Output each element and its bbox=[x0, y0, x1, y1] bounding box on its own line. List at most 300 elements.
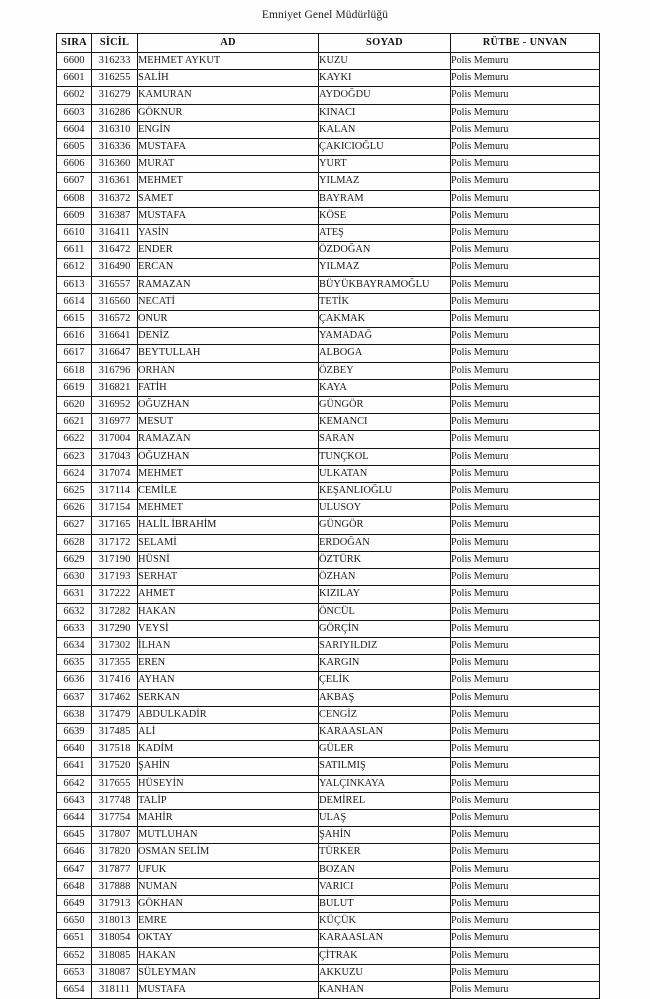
table-row bbox=[57, 259, 600, 276]
cell-rutbe: Polis Memuru bbox=[451, 448, 600, 465]
table-row bbox=[57, 741, 600, 758]
cell-rutbe: Polis Memuru bbox=[451, 293, 600, 310]
cell-soyad: YURT bbox=[319, 156, 451, 173]
cell-sicil: 317154 bbox=[92, 500, 138, 517]
cell-soyad: ULUSOY bbox=[319, 500, 451, 517]
cell-sicil: 317754 bbox=[92, 809, 138, 826]
cell-ad: YASİN bbox=[138, 225, 319, 242]
cell-sira: 6607 bbox=[57, 173, 92, 190]
table-row bbox=[57, 121, 600, 138]
column-header-sira: SIRA bbox=[57, 34, 92, 53]
table-row bbox=[57, 328, 600, 345]
table-header bbox=[57, 34, 600, 53]
table-row bbox=[57, 861, 600, 878]
cell-soyad: SARIYILDIZ bbox=[319, 637, 451, 654]
cell-rutbe: Polis Memuru bbox=[451, 878, 600, 895]
cell-soyad: KAYA bbox=[319, 379, 451, 396]
table-row bbox=[57, 53, 600, 70]
cell-soyad: KIZILAY bbox=[319, 586, 451, 603]
cell-ad: AHMET bbox=[138, 586, 319, 603]
cell-soyad: AKKUZU bbox=[319, 964, 451, 981]
cell-soyad: KARAASLAN bbox=[319, 930, 451, 947]
cell-soyad: GÜNGÖR bbox=[319, 517, 451, 534]
cell-sicil: 317655 bbox=[92, 775, 138, 792]
cell-soyad: ÇELİK bbox=[319, 672, 451, 689]
cell-ad: MUTLUHAN bbox=[138, 827, 319, 844]
table-row bbox=[57, 500, 600, 517]
cell-rutbe: Polis Memuru bbox=[451, 259, 600, 276]
cell-soyad: TÜRKER bbox=[319, 844, 451, 861]
cell-rutbe: Polis Memuru bbox=[451, 655, 600, 672]
cell-sira: 6600 bbox=[57, 53, 92, 70]
cell-ad: AYHAN bbox=[138, 672, 319, 689]
cell-ad: NECATİ bbox=[138, 293, 319, 310]
cell-sicil: 317888 bbox=[92, 878, 138, 895]
cell-sira: 6654 bbox=[57, 981, 92, 998]
cell-sicil: 317416 bbox=[92, 672, 138, 689]
cell-sicil: 317165 bbox=[92, 517, 138, 534]
cell-sira: 6619 bbox=[57, 379, 92, 396]
cell-sicil: 316255 bbox=[92, 70, 138, 87]
cell-soyad: BOZAN bbox=[319, 861, 451, 878]
table-row bbox=[57, 964, 600, 981]
cell-soyad: ÖZHAN bbox=[319, 569, 451, 586]
cell-rutbe: Polis Memuru bbox=[451, 620, 600, 637]
cell-soyad: KARAASLAN bbox=[319, 723, 451, 740]
cell-sicil: 317820 bbox=[92, 844, 138, 861]
table-row bbox=[57, 362, 600, 379]
cell-sira: 6653 bbox=[57, 964, 92, 981]
personnel-table bbox=[56, 33, 600, 999]
cell-soyad: TUNÇKOL bbox=[319, 448, 451, 465]
cell-sira: 6630 bbox=[57, 569, 92, 586]
cell-rutbe: Polis Memuru bbox=[451, 500, 600, 517]
cell-sira: 6636 bbox=[57, 672, 92, 689]
cell-rutbe: Polis Memuru bbox=[451, 534, 600, 551]
cell-rutbe: Polis Memuru bbox=[451, 964, 600, 981]
table-row bbox=[57, 465, 600, 482]
cell-ad: RAMAZAN bbox=[138, 431, 319, 448]
cell-rutbe: Polis Memuru bbox=[451, 792, 600, 809]
cell-sicil: 317913 bbox=[92, 895, 138, 912]
cell-sira: 6641 bbox=[57, 758, 92, 775]
cell-rutbe: Polis Memuru bbox=[451, 70, 600, 87]
cell-ad: FATİH bbox=[138, 379, 319, 396]
cell-soyad: ULKATAN bbox=[319, 465, 451, 482]
cell-rutbe: Polis Memuru bbox=[451, 947, 600, 964]
cell-sicil: 317302 bbox=[92, 637, 138, 654]
cell-rutbe: Polis Memuru bbox=[451, 225, 600, 242]
cell-soyad: KEŞANLIOĞLU bbox=[319, 483, 451, 500]
table-row bbox=[57, 947, 600, 964]
cell-rutbe: Polis Memuru bbox=[451, 844, 600, 861]
table-row bbox=[57, 620, 600, 637]
cell-ad: OKTAY bbox=[138, 930, 319, 947]
cell-sicil: 316361 bbox=[92, 173, 138, 190]
cell-sicil: 316387 bbox=[92, 207, 138, 224]
cell-rutbe: Polis Memuru bbox=[451, 775, 600, 792]
table-row bbox=[57, 809, 600, 826]
cell-soyad: ULAŞ bbox=[319, 809, 451, 826]
cell-soyad: SATILMIŞ bbox=[319, 758, 451, 775]
cell-soyad: ERDOĞAN bbox=[319, 534, 451, 551]
cell-sira: 6618 bbox=[57, 362, 92, 379]
cell-soyad: ÖZTÜRK bbox=[319, 551, 451, 568]
cell-sira: 6634 bbox=[57, 637, 92, 654]
cell-sira: 6652 bbox=[57, 947, 92, 964]
cell-ad: HÜSNİ bbox=[138, 551, 319, 568]
cell-ad: SELAMİ bbox=[138, 534, 319, 551]
cell-sira: 6631 bbox=[57, 586, 92, 603]
cell-soyad: ÖZBEY bbox=[319, 362, 451, 379]
cell-soyad: BÜYÜKBAYRAMOĞLU bbox=[319, 276, 451, 293]
table-body bbox=[57, 53, 600, 999]
cell-sira: 6609 bbox=[57, 207, 92, 224]
cell-ad: MAHİR bbox=[138, 809, 319, 826]
cell-rutbe: Polis Memuru bbox=[451, 397, 600, 414]
cell-sicil: 317520 bbox=[92, 758, 138, 775]
cell-sira: 6647 bbox=[57, 861, 92, 878]
cell-sira: 6640 bbox=[57, 741, 92, 758]
cell-rutbe: Polis Memuru bbox=[451, 379, 600, 396]
table-row bbox=[57, 775, 600, 792]
cell-sira: 6645 bbox=[57, 827, 92, 844]
cell-sira: 6602 bbox=[57, 87, 92, 104]
cell-ad: MUSTAFA bbox=[138, 207, 319, 224]
cell-sira: 6614 bbox=[57, 293, 92, 310]
cell-sira: 6621 bbox=[57, 414, 92, 431]
cell-ad: MESUT bbox=[138, 414, 319, 431]
cell-ad: SALİH bbox=[138, 70, 319, 87]
cell-rutbe: Polis Memuru bbox=[451, 861, 600, 878]
cell-sira: 6617 bbox=[57, 345, 92, 362]
table-row bbox=[57, 603, 600, 620]
cell-sira: 6648 bbox=[57, 878, 92, 895]
cell-sira: 6646 bbox=[57, 844, 92, 861]
cell-rutbe: Polis Memuru bbox=[451, 173, 600, 190]
table-row bbox=[57, 827, 600, 844]
cell-sira: 6642 bbox=[57, 775, 92, 792]
cell-rutbe: Polis Memuru bbox=[451, 930, 600, 947]
cell-sicil: 317074 bbox=[92, 465, 138, 482]
cell-sicil: 317355 bbox=[92, 655, 138, 672]
cell-ad: HALİL İBRAHİM bbox=[138, 517, 319, 534]
cell-ad: GÖKHAN bbox=[138, 895, 319, 912]
cell-rutbe: Polis Memuru bbox=[451, 672, 600, 689]
table-row bbox=[57, 517, 600, 534]
table-header-row bbox=[57, 34, 600, 53]
table-row bbox=[57, 87, 600, 104]
cell-soyad: CENGİZ bbox=[319, 706, 451, 723]
table-row bbox=[57, 242, 600, 259]
cell-rutbe: Polis Memuru bbox=[451, 53, 600, 70]
cell-sicil: 317222 bbox=[92, 586, 138, 603]
cell-sicil: 317193 bbox=[92, 569, 138, 586]
cell-sira: 6628 bbox=[57, 534, 92, 551]
cell-rutbe: Polis Memuru bbox=[451, 551, 600, 568]
cell-soyad: ÖNCÜL bbox=[319, 603, 451, 620]
table-row bbox=[57, 293, 600, 310]
cell-ad: HÜSEYİN bbox=[138, 775, 319, 792]
cell-sira: 6623 bbox=[57, 448, 92, 465]
cell-sira: 6606 bbox=[57, 156, 92, 173]
cell-ad: ENDER bbox=[138, 242, 319, 259]
cell-sira: 6639 bbox=[57, 723, 92, 740]
cell-ad: ENGİN bbox=[138, 121, 319, 138]
cell-sira: 6611 bbox=[57, 242, 92, 259]
cell-sicil: 317479 bbox=[92, 706, 138, 723]
table-row bbox=[57, 672, 600, 689]
cell-sira: 6644 bbox=[57, 809, 92, 826]
cell-rutbe: Polis Memuru bbox=[451, 242, 600, 259]
table-row bbox=[57, 655, 600, 672]
cell-ad: ORHAN bbox=[138, 362, 319, 379]
cell-sicil: 316557 bbox=[92, 276, 138, 293]
cell-rutbe: Polis Memuru bbox=[451, 483, 600, 500]
cell-ad: HAKAN bbox=[138, 947, 319, 964]
cell-ad: UFUK bbox=[138, 861, 319, 878]
cell-ad: CEMİLE bbox=[138, 483, 319, 500]
cell-rutbe: Polis Memuru bbox=[451, 328, 600, 345]
cell-sicil: 317190 bbox=[92, 551, 138, 568]
cell-sicil: 316490 bbox=[92, 259, 138, 276]
cell-sicil: 316336 bbox=[92, 139, 138, 156]
cell-soyad: KARGIN bbox=[319, 655, 451, 672]
cell-soyad: KÜÇÜK bbox=[319, 913, 451, 930]
table-row bbox=[57, 981, 600, 998]
cell-sicil: 316560 bbox=[92, 293, 138, 310]
table-row bbox=[57, 586, 600, 603]
cell-ad: EMRE bbox=[138, 913, 319, 930]
cell-rutbe: Polis Memuru bbox=[451, 311, 600, 328]
cell-sicil: 316286 bbox=[92, 104, 138, 121]
cell-soyad: ÇAKMAK bbox=[319, 311, 451, 328]
cell-soyad: KUZU bbox=[319, 53, 451, 70]
cell-sira: 6632 bbox=[57, 603, 92, 620]
cell-ad: ABDULKADİR bbox=[138, 706, 319, 723]
cell-rutbe: Polis Memuru bbox=[451, 637, 600, 654]
cell-sicil: 318013 bbox=[92, 913, 138, 930]
cell-sira: 6649 bbox=[57, 895, 92, 912]
cell-ad: ERCAN bbox=[138, 259, 319, 276]
cell-ad: SERKAN bbox=[138, 689, 319, 706]
cell-sira: 6650 bbox=[57, 913, 92, 930]
cell-soyad: KAYKI bbox=[319, 70, 451, 87]
cell-rutbe: Polis Memuru bbox=[451, 741, 600, 758]
table-row bbox=[57, 397, 600, 414]
table-row bbox=[57, 431, 600, 448]
cell-sira: 6622 bbox=[57, 431, 92, 448]
cell-soyad: BAYRAM bbox=[319, 190, 451, 207]
cell-sicil: 317290 bbox=[92, 620, 138, 637]
cell-rutbe: Polis Memuru bbox=[451, 104, 600, 121]
cell-ad: VEYSİ bbox=[138, 620, 319, 637]
cell-rutbe: Polis Memuru bbox=[451, 809, 600, 826]
cell-sira: 6627 bbox=[57, 517, 92, 534]
cell-ad: MEHMET bbox=[138, 173, 319, 190]
cell-sira: 6620 bbox=[57, 397, 92, 414]
cell-soyad: GÜNGÖR bbox=[319, 397, 451, 414]
cell-sira: 6626 bbox=[57, 500, 92, 517]
cell-ad: ONUR bbox=[138, 311, 319, 328]
cell-ad: KAMURAN bbox=[138, 87, 319, 104]
cell-sicil: 316360 bbox=[92, 156, 138, 173]
cell-soyad: GÜLER bbox=[319, 741, 451, 758]
cell-sicil: 316796 bbox=[92, 362, 138, 379]
cell-soyad: DEMİREL bbox=[319, 792, 451, 809]
table-row bbox=[57, 156, 600, 173]
cell-rutbe: Polis Memuru bbox=[451, 431, 600, 448]
cell-rutbe: Polis Memuru bbox=[451, 913, 600, 930]
cell-sira: 6625 bbox=[57, 483, 92, 500]
cell-sicil: 316821 bbox=[92, 379, 138, 396]
table-row bbox=[57, 895, 600, 912]
cell-sicil: 316647 bbox=[92, 345, 138, 362]
cell-rutbe: Polis Memuru bbox=[451, 345, 600, 362]
cell-rutbe: Polis Memuru bbox=[451, 139, 600, 156]
table-row bbox=[57, 173, 600, 190]
cell-sira: 6643 bbox=[57, 792, 92, 809]
cell-sicil: 317172 bbox=[92, 534, 138, 551]
cell-rutbe: Polis Memuru bbox=[451, 895, 600, 912]
cell-soyad: ALBOGA bbox=[319, 345, 451, 362]
cell-soyad: YILMAZ bbox=[319, 173, 451, 190]
cell-soyad: AKBAŞ bbox=[319, 689, 451, 706]
cell-rutbe: Polis Memuru bbox=[451, 758, 600, 775]
cell-sira: 6604 bbox=[57, 121, 92, 138]
cell-soyad: KEMANCI bbox=[319, 414, 451, 431]
table-row bbox=[57, 104, 600, 121]
table-row bbox=[57, 792, 600, 809]
table-row bbox=[57, 207, 600, 224]
table-row bbox=[57, 483, 600, 500]
cell-ad: OĞUZHAN bbox=[138, 397, 319, 414]
cell-soyad: KINACI bbox=[319, 104, 451, 121]
cell-soyad: TETİK bbox=[319, 293, 451, 310]
cell-ad: SAMET bbox=[138, 190, 319, 207]
table-row bbox=[57, 913, 600, 930]
cell-rutbe: Polis Memuru bbox=[451, 362, 600, 379]
table-row bbox=[57, 414, 600, 431]
cell-sicil: 318087 bbox=[92, 964, 138, 981]
table-row bbox=[57, 311, 600, 328]
table-row bbox=[57, 276, 600, 293]
cell-sicil: 317043 bbox=[92, 448, 138, 465]
cell-rutbe: Polis Memuru bbox=[451, 465, 600, 482]
cell-rutbe: Polis Memuru bbox=[451, 87, 600, 104]
cell-ad: MUSTAFA bbox=[138, 981, 319, 998]
cell-sicil: 317485 bbox=[92, 723, 138, 740]
cell-sira: 6615 bbox=[57, 311, 92, 328]
table-row bbox=[57, 689, 600, 706]
column-header-sicil: SİCİL bbox=[92, 34, 138, 53]
cell-sicil: 318085 bbox=[92, 947, 138, 964]
table-row bbox=[57, 878, 600, 895]
cell-soyad: KANHAN bbox=[319, 981, 451, 998]
cell-soyad: SARAN bbox=[319, 431, 451, 448]
cell-sicil: 316572 bbox=[92, 311, 138, 328]
cell-sicil: 316310 bbox=[92, 121, 138, 138]
table-row bbox=[57, 844, 600, 861]
cell-soyad: YALÇINKAYA bbox=[319, 775, 451, 792]
cell-sicil: 316233 bbox=[92, 53, 138, 70]
cell-soyad: YAMADAĞ bbox=[319, 328, 451, 345]
cell-sicil: 318054 bbox=[92, 930, 138, 947]
cell-rutbe: Polis Memuru bbox=[451, 981, 600, 998]
table-row bbox=[57, 345, 600, 362]
cell-sira: 6612 bbox=[57, 259, 92, 276]
table-row bbox=[57, 551, 600, 568]
column-header-ad: AD bbox=[138, 34, 319, 53]
cell-sicil: 317877 bbox=[92, 861, 138, 878]
cell-sira: 6605 bbox=[57, 139, 92, 156]
cell-sicil: 316411 bbox=[92, 225, 138, 242]
cell-sira: 6610 bbox=[57, 225, 92, 242]
table-row bbox=[57, 930, 600, 947]
cell-rutbe: Polis Memuru bbox=[451, 689, 600, 706]
cell-rutbe: Polis Memuru bbox=[451, 207, 600, 224]
table-row bbox=[57, 723, 600, 740]
cell-soyad: KÖSE bbox=[319, 207, 451, 224]
cell-sicil: 316372 bbox=[92, 190, 138, 207]
cell-ad: MEHMET bbox=[138, 500, 319, 517]
cell-ad: ŞAHİN bbox=[138, 758, 319, 775]
cell-sira: 6635 bbox=[57, 655, 92, 672]
cell-ad: TALİP bbox=[138, 792, 319, 809]
cell-rutbe: Polis Memuru bbox=[451, 517, 600, 534]
cell-sicil: 317114 bbox=[92, 483, 138, 500]
cell-ad: DENİZ bbox=[138, 328, 319, 345]
cell-rutbe: Polis Memuru bbox=[451, 569, 600, 586]
cell-sicil: 316472 bbox=[92, 242, 138, 259]
table-row bbox=[57, 379, 600, 396]
table-row bbox=[57, 706, 600, 723]
cell-rutbe: Polis Memuru bbox=[451, 276, 600, 293]
cell-sicil: 317748 bbox=[92, 792, 138, 809]
cell-sicil: 317518 bbox=[92, 741, 138, 758]
cell-soyad: ÇİTRAK bbox=[319, 947, 451, 964]
cell-rutbe: Polis Memuru bbox=[451, 156, 600, 173]
cell-rutbe: Polis Memuru bbox=[451, 190, 600, 207]
cell-rutbe: Polis Memuru bbox=[451, 706, 600, 723]
cell-soyad: ATEŞ bbox=[319, 225, 451, 242]
cell-ad: RAMAZAN bbox=[138, 276, 319, 293]
column-header-soyad: SOYAD bbox=[319, 34, 451, 53]
cell-sira: 6608 bbox=[57, 190, 92, 207]
cell-ad: SÜLEYMAN bbox=[138, 964, 319, 981]
cell-sira: 6651 bbox=[57, 930, 92, 947]
cell-soyad: VARICI bbox=[319, 878, 451, 895]
cell-soyad: BULUT bbox=[319, 895, 451, 912]
cell-ad: NUMAN bbox=[138, 878, 319, 895]
cell-ad: SERHAT bbox=[138, 569, 319, 586]
table-row bbox=[57, 190, 600, 207]
cell-soyad: GÖRÇİN bbox=[319, 620, 451, 637]
cell-rutbe: Polis Memuru bbox=[451, 414, 600, 431]
cell-sicil: 317004 bbox=[92, 431, 138, 448]
cell-ad: MEHMET bbox=[138, 465, 319, 482]
cell-sira: 6633 bbox=[57, 620, 92, 637]
table-row bbox=[57, 448, 600, 465]
cell-ad: KADİM bbox=[138, 741, 319, 758]
cell-soyad: ÇAKICIOĞLU bbox=[319, 139, 451, 156]
cell-soyad: ŞAHİN bbox=[319, 827, 451, 844]
cell-ad: MEHMET AYKUT bbox=[138, 53, 319, 70]
cell-rutbe: Polis Memuru bbox=[451, 827, 600, 844]
cell-sicil: 318111 bbox=[92, 981, 138, 998]
cell-sira: 6603 bbox=[57, 104, 92, 121]
cell-sicil: 317282 bbox=[92, 603, 138, 620]
